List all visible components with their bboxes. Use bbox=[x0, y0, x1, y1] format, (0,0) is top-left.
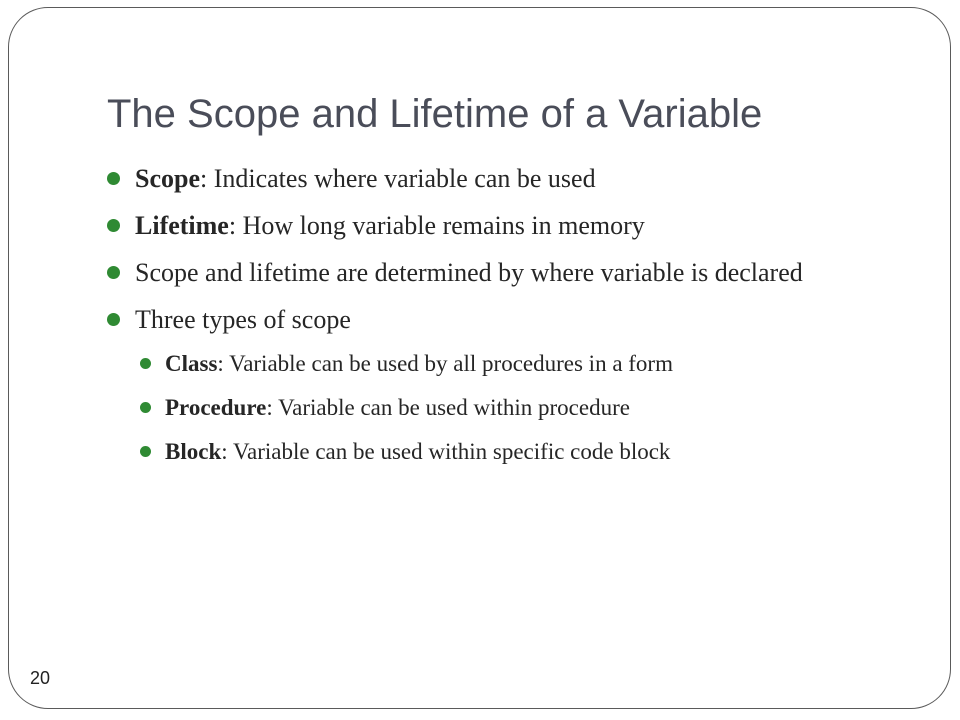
sub-bullet-icon bbox=[140, 446, 151, 457]
sub-bullet-term: Block bbox=[165, 439, 222, 464]
sub-bullet-procedure bbox=[107, 391, 837, 425]
sub-bullet-block bbox=[107, 435, 837, 469]
sub-bullet-text: : Variable can be used within procedure bbox=[266, 395, 630, 420]
bullet-determined bbox=[107, 253, 837, 293]
bullet-icon bbox=[107, 266, 120, 279]
sub-bullet-icon bbox=[140, 402, 151, 413]
sub-bullet-text: : Variable can be used by all procedures in a form bbox=[217, 351, 673, 376]
sub-bullet-icon bbox=[140, 358, 151, 369]
bullet-three-types bbox=[107, 300, 837, 340]
bullet-text: Scope and lifetime are determined by where variable is declared bbox=[135, 258, 803, 287]
bullet-icon bbox=[107, 219, 120, 232]
bullet-term: Scope bbox=[135, 164, 200, 193]
sub-bullet-term: Procedure bbox=[165, 395, 267, 420]
sub-bullet-text: : Variable can be used within specific code block bbox=[221, 439, 671, 464]
sub-bullet-class bbox=[107, 347, 837, 381]
bullet-scope bbox=[107, 159, 837, 199]
bullet-text: : Indicates where variable can be used bbox=[200, 164, 596, 193]
slide-number: 20 bbox=[30, 668, 51, 688]
bullet-text: : How long variable remains in memory bbox=[228, 211, 645, 240]
bullet-term: Lifetime bbox=[135, 211, 229, 240]
bullet-icon bbox=[107, 313, 120, 326]
slide-title: The Scope and Lifetime of a Variable bbox=[107, 92, 763, 136]
sub-bullet-term: Class bbox=[165, 351, 218, 376]
bullet-text: Three types of scope bbox=[135, 305, 351, 334]
bullet-list bbox=[107, 159, 837, 479]
bullet-lifetime bbox=[107, 206, 837, 246]
bullet-icon bbox=[107, 172, 120, 185]
